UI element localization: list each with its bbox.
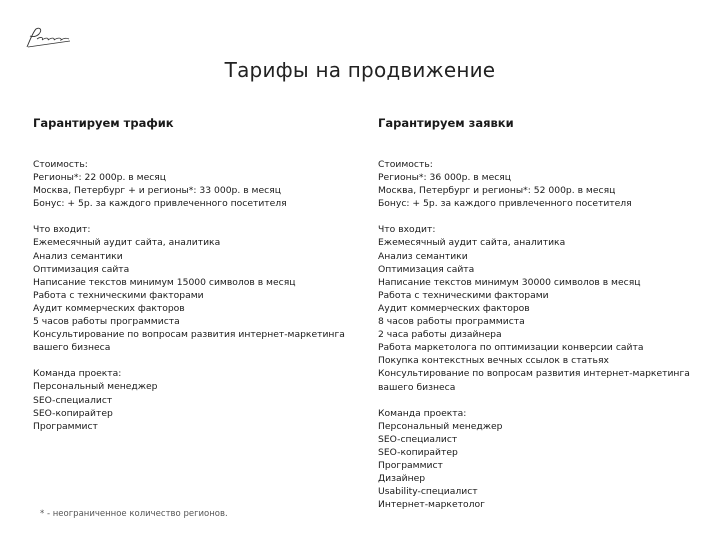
list-item: Ежемесячный аудит сайта, аналитика — [33, 237, 221, 249]
list-item: Аудит коммерческих факторов — [33, 302, 185, 314]
cost-block — [33, 158, 363, 210]
price-regions: Регионы*: 22 000р. в месяц — [33, 172, 167, 184]
list-item: Анализ семантики — [378, 250, 468, 262]
footnote: * - неограниченное количество регионов. — [40, 509, 228, 519]
list-item: Анализ семантики — [33, 250, 123, 262]
list-item: Написание текстов минимум 15000 символов в месяц — [33, 276, 296, 288]
tariff-leads-heading: Гарантируем заявки — [378, 116, 514, 130]
team-member: SEO-копирайтер — [378, 446, 458, 458]
list-item: Консультирование по вопросам развития интернет-маркетинга — [33, 329, 345, 341]
team-member: Персональный менеджер — [378, 420, 503, 432]
team-member: Дизайнер — [378, 473, 426, 485]
team-member: SEO-специалист — [33, 394, 113, 406]
team-member: SEO-копирайтер — [33, 407, 113, 419]
cost-block — [378, 158, 708, 210]
includes-label: Что входит: — [378, 224, 436, 236]
list-item: Консультирование по вопросам развития интернет-маркетинга — [378, 368, 690, 380]
price-moscow-spb: Москва, Петербург + и регионы*: 33 000р. в месяц — [33, 185, 281, 197]
list-item: Оптимизация сайта — [33, 263, 130, 275]
team-label: Команда проекта: — [33, 368, 122, 380]
page-title: Тарифы на продвижение — [224, 58, 496, 82]
tariff-traffic — [33, 116, 363, 433]
list-item: Оптимизация сайта — [378, 263, 475, 275]
includes-block — [378, 223, 708, 393]
list-item: 8 часов работы программиста — [378, 316, 525, 328]
price-moscow-spb: Москва, Петербург и регионы*: 52 000р. в месяц — [378, 185, 616, 197]
tariff-traffic-heading: Гарантируем трафик — [33, 116, 174, 130]
list-item: Работа маркетолога по оптимизации конверсии сайта — [378, 342, 644, 354]
cost-label: Стоимость: — [33, 159, 88, 170]
list-item: Покупка контекстных вечных ссылок в статьях — [378, 355, 609, 367]
list-item: Аудит коммерческих факторов — [378, 302, 530, 314]
includes-label: Что входит: — [33, 224, 91, 236]
list-item: Работа с техническими факторами — [33, 289, 204, 301]
includes-block — [33, 223, 363, 354]
list-item: Ежемесячный аудит сайта, аналитика — [378, 237, 566, 249]
team-member: Интернет-маркетолог — [378, 499, 485, 511]
list-item: 2 часа работы дизайнера — [378, 329, 502, 341]
team-label: Команда проекта: — [378, 407, 467, 419]
logo-signature — [24, 26, 74, 50]
list-item: вашего бизнеса — [378, 381, 456, 393]
team-member: Программист — [33, 420, 98, 432]
tariff-leads — [378, 116, 708, 511]
list-item: Работа с техническими факторами — [378, 289, 549, 301]
team-block — [378, 407, 708, 512]
team-member: Usability-специалист — [378, 486, 478, 498]
team-member: SEO-специалист — [378, 433, 458, 445]
list-item: вашего бизнеса — [33, 342, 111, 354]
bonus: Бонус: + 5р. за каждого привлеченного посетителя — [33, 198, 287, 210]
price-regions: Регионы*: 36 000р. в месяц — [378, 172, 512, 184]
list-item: 5 часов работы программиста — [33, 316, 180, 328]
bonus: Бонус: + 5р. за каждого привлеченного посетителя — [378, 198, 632, 210]
team-member: Персональный менеджер — [33, 381, 158, 393]
cost-label: Стоимость: — [378, 159, 433, 170]
team-member: Программист — [378, 459, 443, 471]
list-item: Написание текстов минимум 30000 символов в месяц — [378, 276, 641, 288]
team-block — [33, 367, 363, 432]
